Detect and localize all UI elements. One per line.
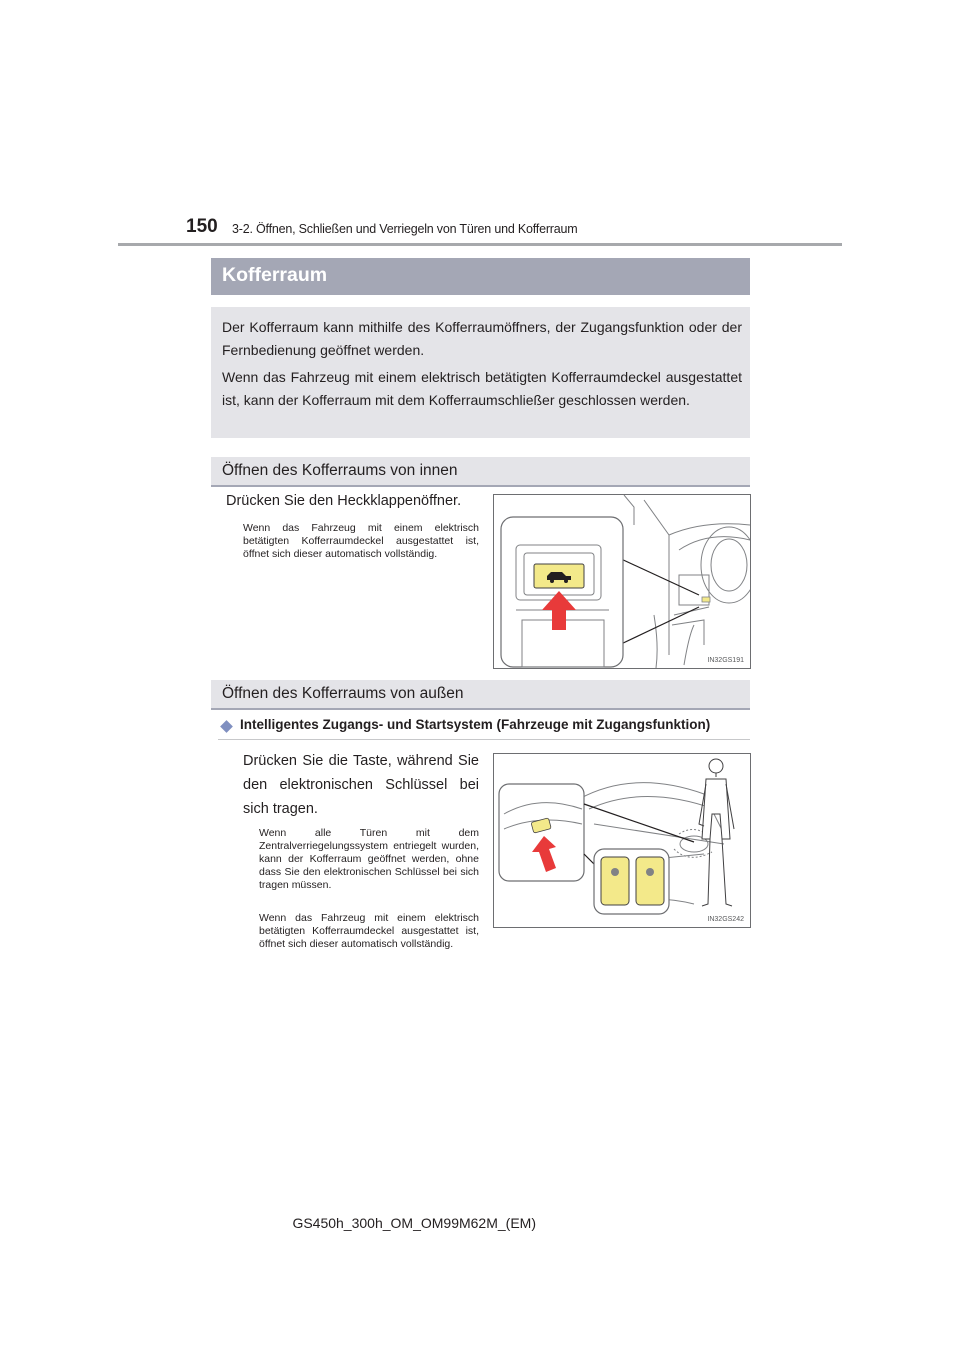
section-heading-outside-text: Öffnen des Kofferraums von außen (222, 685, 464, 702)
trunk-outside-illustration (494, 754, 750, 927)
subheading-text: Intelligentes Zugangs- und Startsystem (Fahrzeuge mit Zugangsfunktion) (240, 717, 711, 732)
chapter-title: 3-2. Öffnen, Schließen und Verriegeln von Türen und Kofferraum (232, 222, 578, 236)
figure-code: IN32GS242 (707, 916, 744, 923)
header-rule (118, 243, 842, 246)
instruction-inside: Drücken Sie den Heckklappenöffner. (226, 493, 462, 509)
person-icon (699, 759, 734, 906)
section-heading-inside (211, 457, 750, 487)
figure-trunk-opener-outside (493, 753, 751, 928)
footer-code: GS450h_300h_OM_OM99M62M_(EM) (292, 1215, 536, 1231)
instruction-outside: Drücken Sie die Taste, während Sie den elektronischen Schlüssel bei sich tragen. (243, 753, 479, 817)
intro-paragraph-1: Der Kofferraum kann mithilfe des Kofferraumöffners, der Zugangsfunktion oder der Fernbedienung geöffnet werden. (222, 319, 742, 358)
figure-trunk-opener-inside (493, 494, 751, 669)
section-heading-inside-text: Öffnen des Kofferraums von innen (222, 462, 458, 479)
note-outside-2: Wenn das Fahrzeug mit einem elektrisch betätigten Kofferraumdeckel ausgestattet ist, öffnet sich dieser automatisch vollständig. (259, 912, 479, 950)
figure-code: IN32GS191 (707, 657, 744, 664)
intro-paragraph-2: Wenn das Fahrzeug mit einem elektrisch betätigten Kofferraumdeckel ausgestattet ist, kann der Kofferraum mit dem Kofferraumschließer geschlossen werden. (222, 369, 742, 408)
section-title: Kofferraum (222, 264, 328, 286)
note-inside: Wenn das Fahrzeug mit einem elektrisch betätigten Kofferraumdeckel ausgestattet ist, öffnet sich dieser automatisch vollständig. (243, 522, 479, 560)
subheading-smart-entry (218, 717, 750, 740)
diamond-bullet-icon (220, 720, 233, 733)
intro-box (211, 307, 750, 438)
page-number: 150 (186, 216, 218, 237)
section-heading-outside (211, 680, 750, 710)
note-outside-1: Wenn alle Türen mit dem Zentralverriegelungssystem entriegelt wurden, kann der Kofferraum geöffnet werden, ohne dass Sie den elektronischen Schlüssel bei sich tragen müssen. (259, 827, 479, 891)
section-title-bar (211, 258, 750, 295)
trunk-opener-illustration (494, 495, 750, 668)
